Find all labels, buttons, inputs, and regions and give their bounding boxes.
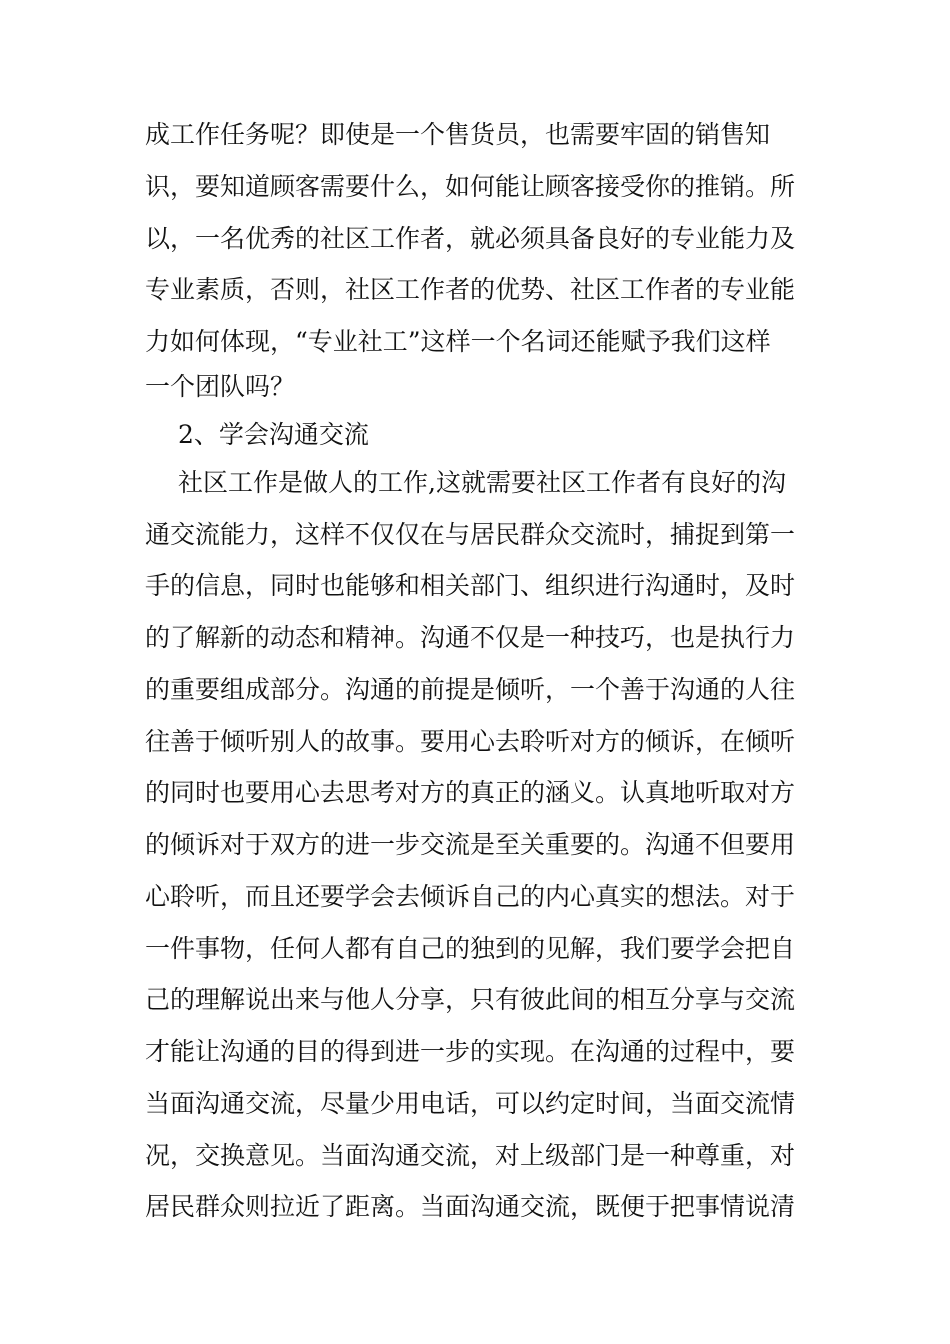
section-heading: 2、学会沟通交流 [178,420,369,449]
paragraph-line: 力如何体现，“专业社工”这样一个名词还能赋予我们这样 [145,327,771,356]
paragraph-line: 当面沟通交流，尽量少用电话，可以约定时间，当面交流情 [145,1089,796,1118]
paragraph-line: 专业素质，否则，社区工作者的优势、社区工作者的专业能 [145,275,796,304]
paragraph-line: 成工作任务呢？即使是一个售货员，也需要牢固的销售知 [145,120,771,149]
paragraph-line: 手的信息，同时也能够和相关部门、组织进行沟通时，及时 [145,571,796,600]
paragraph-line: 一个团队吗？ [145,372,296,401]
paragraph-line: 的倾诉对于双方的进一步交流是至关重要的。沟通不但要用 [145,830,796,859]
paragraph-line: 才能让沟通的目的得到进一步的实现。在沟通的过程中，要 [145,1037,796,1066]
paragraph-line: 社区工作是做人的工作,这就需要社区工作者有良好的沟 [178,468,786,497]
paragraph-line: 的同时也要用心去思考对方的真正的涵义。认真地听取对方 [145,778,796,807]
paragraph-line: 一件事物，任何人都有自己的独到的见解，我们要学会把自 [145,934,796,963]
paragraph-line: 况，交换意见。当面沟通交流，对上级部门是一种尊重，对 [145,1141,796,1170]
paragraph-line: 通交流能力，这样不仅仅在与居民群众交流时，捕捉到第一 [145,520,796,549]
paragraph-line: 己的理解说出来与他人分享，只有彼此间的相互分享与交流 [145,985,796,1014]
paragraph-line: 的了解新的动态和精神。沟通不仅是一种技巧，也是执行力 [145,623,796,652]
paragraph-line: 识，要知道顾客需要什么，如何能让顾客接受你的推销。所 [145,172,796,201]
paragraph-line: 以，一名优秀的社区工作者，就必须具备良好的专业能力及 [145,224,796,253]
paragraph-line: 居民群众则拉近了距离。当面沟通交流，既便于把事情说清 [145,1192,796,1221]
paragraph-line: 往善于倾听别人的故事。要用心去聆听对方的倾诉，在倾听 [145,727,796,756]
paragraph-line: 的重要组成部分。沟通的前提是倾听，一个善于沟通的人往 [145,675,796,704]
paragraph-line: 心聆听，而且还要学会去倾诉自己的内心真实的想法。对于 [145,882,796,911]
